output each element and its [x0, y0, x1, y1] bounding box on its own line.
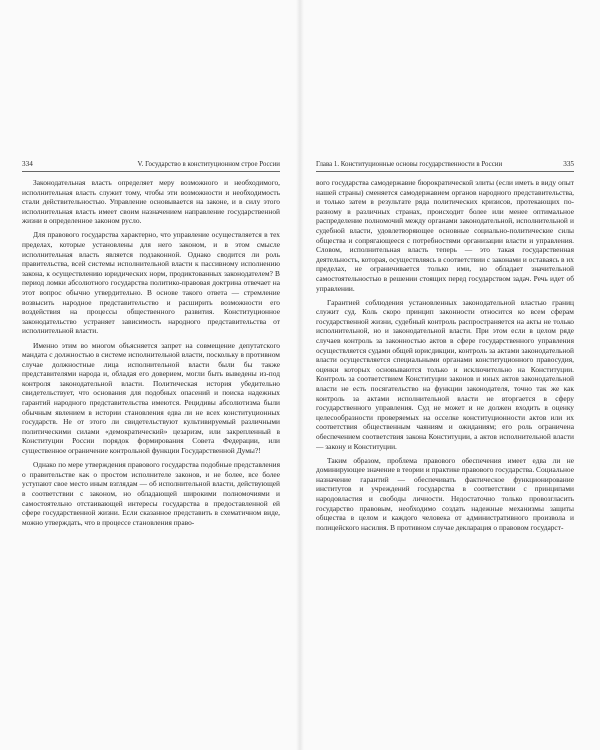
- right-page-body: [316, 178, 574, 532]
- left-running-title: V. Государство в конституционном строе России: [137, 161, 280, 168]
- paragraph: Однако по мере утверждения правового государства подобные представления о правительстве как о простом исполнителе законов, и не более, все более уступают свое место иным взглядам — об исполнительной власти, действующей в соответствии с законом, но обладающей широкими полномочиями и самостоятельно отстаивающей интересы государства в предоставленной ей сфере государственной жизни. Если сказанное представить в схематичном виде, можно утверждать, что в процессе становления право-: [22, 460, 280, 527]
- right-page: [316, 160, 574, 720]
- left-page-body: [22, 178, 280, 527]
- right-page-number: 335: [563, 160, 574, 168]
- paragraph: Законодательная власть определяет меру возможного и необходимого, исполнительная власть служит тому, чтобы эти возможности и необходимость стали действительностью. Управление основывается на законе, и в силу этого исполнительная власть имеет своим назначением направление государственной жизни в определенное законом русло.: [22, 178, 280, 226]
- left-page: [22, 160, 280, 720]
- paragraph: Гарантией соблюдения установленных законодательной властью границ служит суд. Коль скоро принцип законности относится ко всем сферам государственной жизни, судебный контроль распространяется на акты не только исполнительной, но и законодательной власти. При этом если в целом ряде случаев контроль за законностью актов в сфере государственного управления осуществляется судами общей юрисдикции, контроль за актами законодательной власти осуществляется специальными органами конституционного правосудия, оценки которых основываются только и исключительно на Конституции. Контроль за соответствием Конституции законов и иных актов законодательной власти не есть посягательство на функции законодателя, точно так же как контроль за актами исполнительной власти не вторгается в сферу государственного управления. Суд не может и не должен входить в оценку целесообразности проверяемых на осселке конституционности актов или их соответствия общественным чаяниям и ожиданиям; его роль ограничена обеспечением соответствия закона Конституции, а актов исполнительной власти — закону и Конституции.: [316, 297, 574, 451]
- paragraph: вого государства самодержавие бюрократической элиты (если иметь в виду опыт нашей страны) сменяется самодержавием органов народного представительства, и только затем в результате ряда политических кризисов, протекающих по-разному в различных странах, происходит более или менее оптимальное распределение полномочий между органами законодательной, исполнительной и судебной власти, удовлетворяющее основные социально-политические силы общества и сопрягающееся с потребностями организации власти и управления. Словом, исполнительная власть теперь — это такая государственная деятельность, которая, осуществляясь в соответствии с законами и оставаясь в их пределах, не ограничивается только ими, но обладает значительной самостоятельностью в решении стоящих перед государством задач. Речь идет об управлении.: [316, 178, 574, 293]
- paragraph: Для правового государства характерно, что управление осуществляется в тех пределах, которые установлены для него законом, и в этом смысле исполнительная власть является подзаконной. Однако сводится ли роль правительства, всей системы исполнительной власти к пассивному исполнению закона, к осуществлению юридических норм, продиктованных законодателем? В период ломки абсолютного государства политико-правовая доктрина отвечает на этот вопрос обычно утвердительно. В основе такого ответа — стремление возвысить народное представительство и расширить возможности его воздействия на процессы общественного развития. Конституционное законодательство устраняет зависимость народного представительства от исполнительной власти.: [22, 230, 280, 336]
- right-page-header: [316, 160, 574, 172]
- paragraph: Именно этим во многом объясняется запрет на совмещение депутатского мандата с должностью в системе исполнительной власти, поскольку в противном случае должностные лица исполнительной власти были бы также представителями народа и, обладая его доверием, могли быть выведены из-под контроля законодательной власти. Политическая история убедительно свидетельствует, что основания для подобных опасений и поиска надежных гарантий народного представительства имеются. Рецидивы абсолютизма были обычным явлением в истории становления едва ли не всех конституционных государств. Не от этого ли свидетельствуют культивируемый различными политическими силами «демократический» цезаризм, или закрепленный в Конституции России порядок формирования Совета Федерации, или существенное ограничение контрольной функции Государственной Думы?!: [22, 340, 280, 456]
- paragraph: Таким образом, проблема правового обеспечения имеет едва ли не доминирующее значение в теории и практике правового государства. Социальное назначение гарантий — обеспечивать фактическое функционирование институтов и учреждений государства в соответствии с принципами народовластия и свободы личности. Недостаточно только провозгласить государство правовым, необходимо создать надежные механизмы защиты общества в целом и каждого человека от административного произвола и полицейского насилия. В противном случае декларация о правовом государст-: [316, 455, 574, 532]
- left-page-number: 334: [22, 160, 33, 168]
- book-gutter: [296, 0, 304, 750]
- right-running-title: Глава 1. Конституционные основы государственности в России: [316, 161, 503, 168]
- left-page-header: [22, 160, 280, 172]
